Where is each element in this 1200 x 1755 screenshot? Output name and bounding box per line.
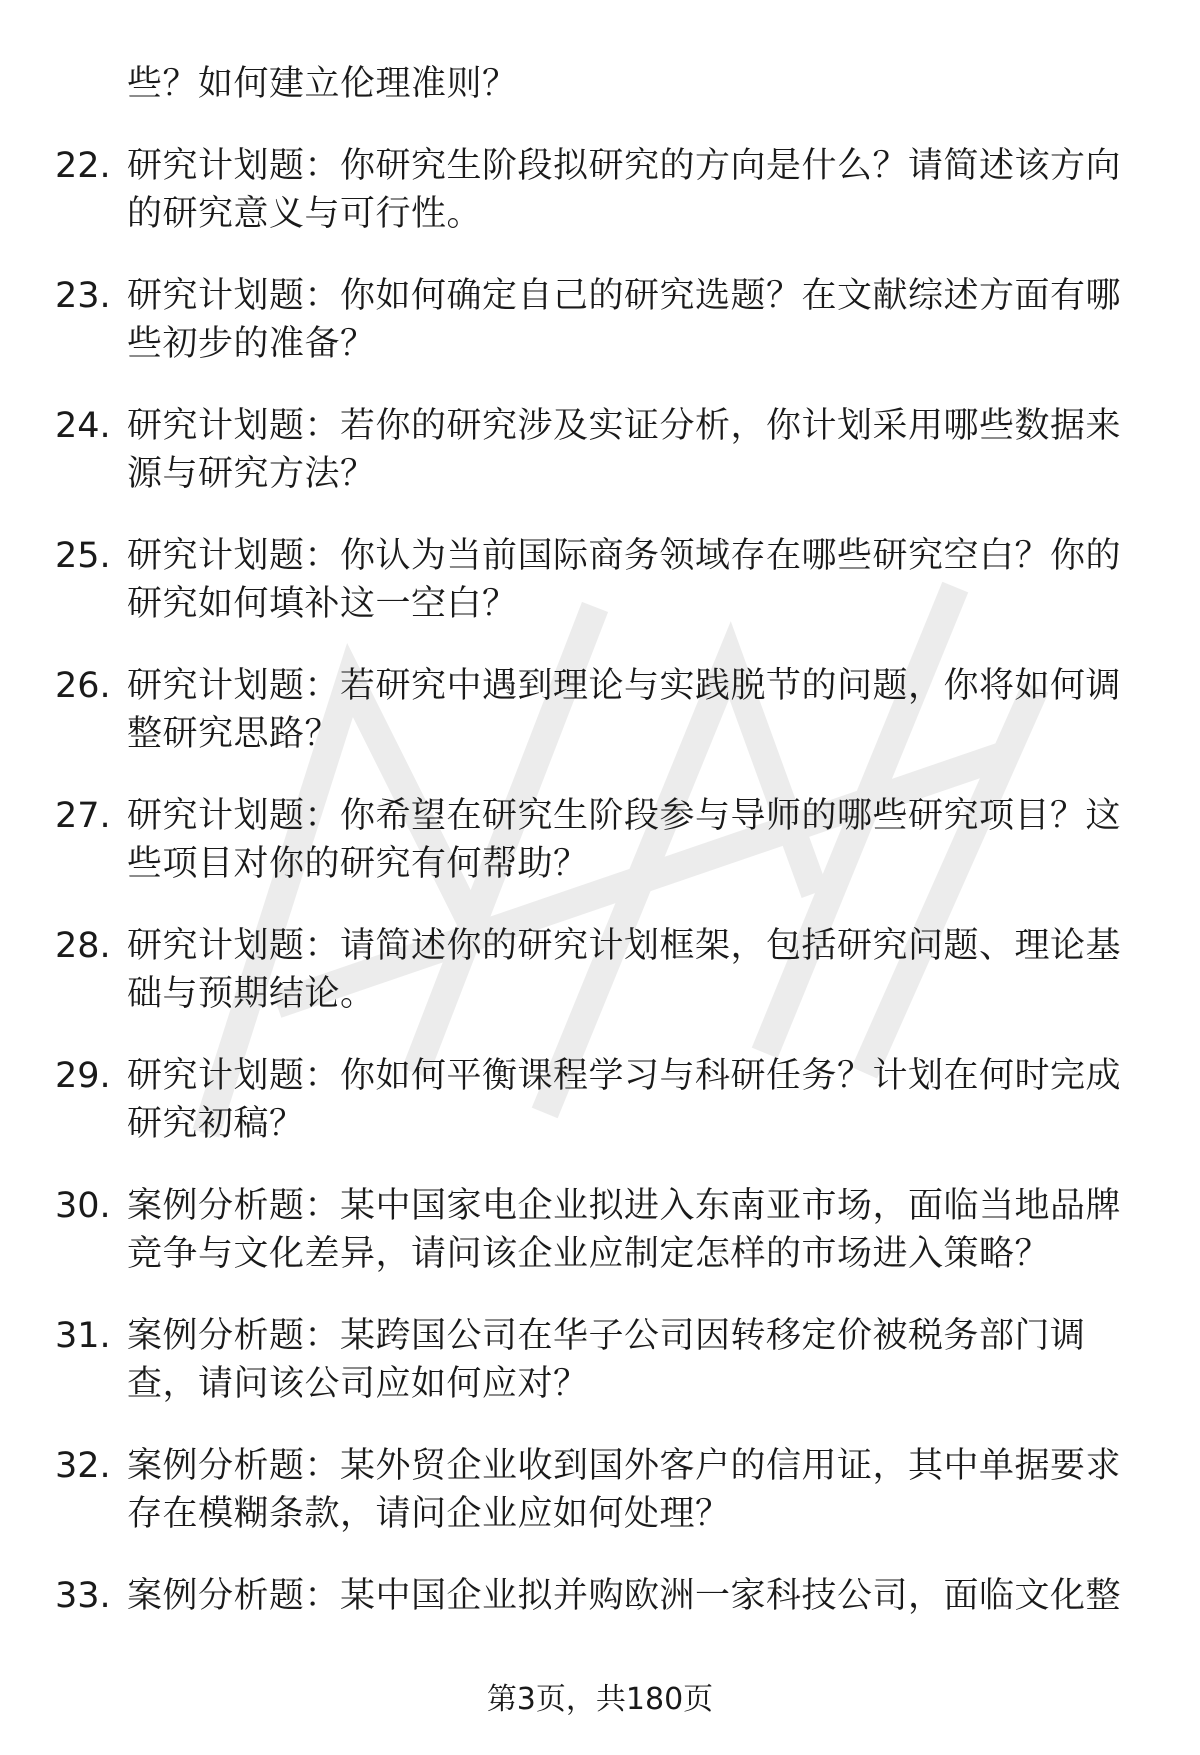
- question-list: [55, 60, 1145, 1654]
- item-number: 22.: [55, 146, 111, 186]
- item-number: 33.: [55, 1576, 111, 1616]
- list-item: [55, 792, 1145, 888]
- item-text: 案例分析题：某外贸企业收到国外客户的信用证，其中单据要求存在模糊条款，请问企业应如何处理？: [127, 1446, 1122, 1534]
- list-item: [55, 272, 1145, 368]
- list-item: [55, 662, 1145, 758]
- item-text: 研究计划题：你认为当前国际商务领域存在哪些研究空白？你的研究如何填补这一空白？: [127, 536, 1122, 624]
- list-item: [55, 1442, 1145, 1538]
- item-number: 28.: [55, 926, 111, 966]
- list-item: [55, 142, 1145, 238]
- item-number: 23.: [55, 276, 111, 316]
- continuation-text: 些？如何建立伦理准则？: [127, 64, 518, 104]
- item-number: 24.: [55, 406, 111, 446]
- item-number: 27.: [55, 796, 111, 836]
- list-item: [55, 1052, 1145, 1148]
- item-text: 案例分析题：某中国家电企业拟进入东南亚市场，面临当地品牌竞争与文化差异，请问该企业应制定怎样的市场进入策略？: [127, 1186, 1122, 1274]
- list-item: [55, 1182, 1145, 1278]
- item-text: 研究计划题：你如何平衡课程学习与科研任务？计划在何时完成研究初稿？: [127, 1056, 1122, 1144]
- item-text: 研究计划题：你如何确定自己的研究选题？在文献综述方面有哪些初步的准备？: [127, 276, 1122, 364]
- list-item: [55, 1572, 1145, 1620]
- item-text: 研究计划题：若你的研究涉及实证分析，你计划采用哪些数据来源与研究方法？: [127, 406, 1122, 494]
- item-text: 研究计划题：请简述你的研究计划框架，包括研究问题、理论基础与预期结论。: [127, 926, 1122, 1014]
- item-text: 案例分析题：某中国企业拟并购欧洲一家科技公司，面临文化整: [127, 1576, 1122, 1616]
- page-footer: 第3页，共180页: [486, 1682, 714, 1717]
- item-text: 研究计划题：你研究生阶段拟研究的方向是什么？请简述该方向的研究意义与可行性。: [127, 146, 1122, 234]
- item-number: 31.: [55, 1316, 111, 1356]
- item-number: 29.: [55, 1056, 111, 1096]
- item-number: 25.: [55, 536, 111, 576]
- item-number: 26.: [55, 666, 111, 706]
- list-item: [55, 402, 1145, 498]
- item-number: 30.: [55, 1186, 111, 1226]
- item-number: 32.: [55, 1446, 111, 1486]
- item-text: 研究计划题：你希望在研究生阶段参与导师的哪些研究项目？这些项目对你的研究有何帮助？: [127, 796, 1122, 884]
- list-item: [55, 532, 1145, 628]
- list-item: [55, 1312, 1145, 1408]
- list-item: [55, 922, 1145, 1018]
- item-text: 研究计划题：若研究中遇到理论与实践脱节的问题，你将如何调整研究思路？: [127, 666, 1122, 754]
- item-text: 案例分析题：某跨国公司在华子公司因转移定价被税务部门调查，请问该公司应如何应对？: [127, 1316, 1086, 1404]
